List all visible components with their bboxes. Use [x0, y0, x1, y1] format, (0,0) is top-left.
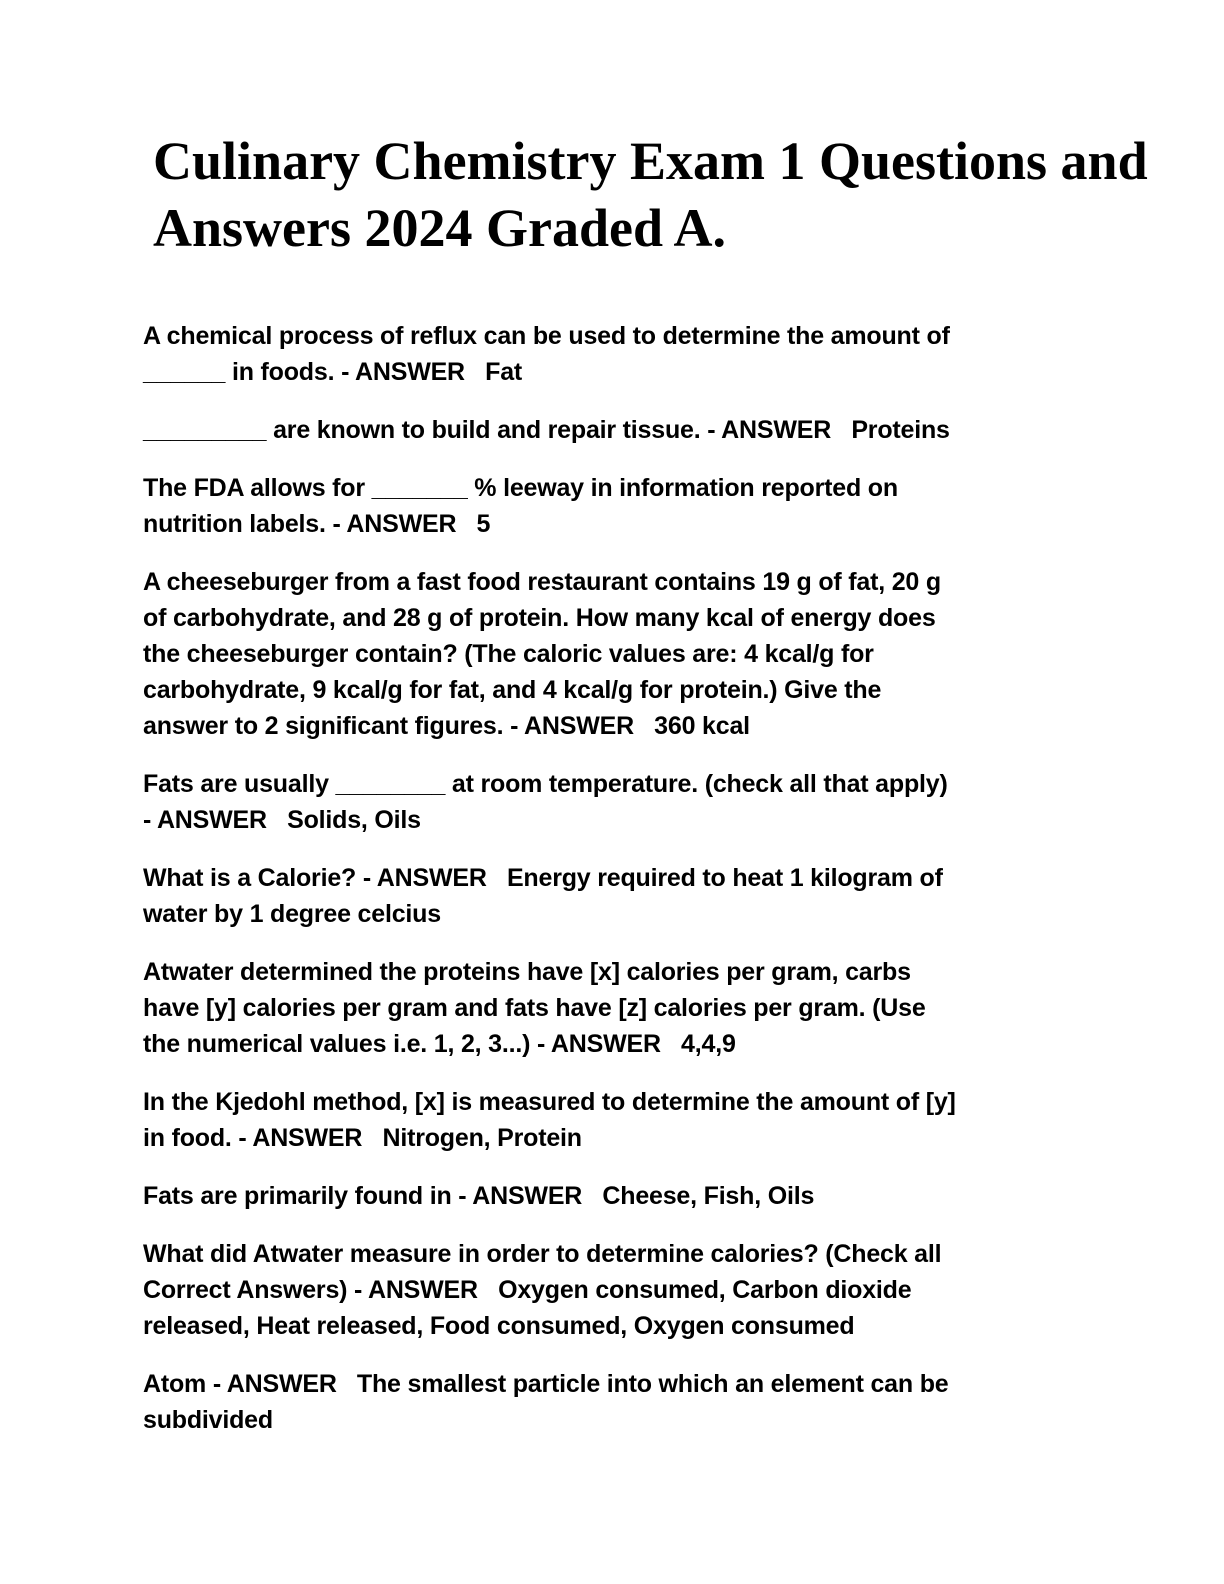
qa-line: answer to 2 significant figures. - ANSWER 360 kcal [143, 712, 750, 740]
qa-paragraph-11 [143, 1366, 1184, 1438]
qa-paragraph-9 [143, 1178, 1184, 1214]
qa-line: In the Kjedohl method, [x] is measured to determine the amount of [y] [143, 1088, 956, 1116]
qa-paragraph-4 [143, 564, 1184, 744]
document-title [143, 128, 1184, 262]
qa-line: - ANSWER Solids, Oils [143, 806, 421, 834]
qa-line: water by 1 degree celcius [143, 900, 441, 928]
qa-line: in food. - ANSWER Nitrogen, Protein [143, 1124, 582, 1152]
qa-line: ______ in foods. - ANSWER Fat [143, 358, 523, 386]
document-title-line-2: Answers 2024 Graded A. [153, 198, 727, 258]
qa-paragraph-6 [143, 860, 1184, 932]
qa-line: What did Atwater measure in order to determine calories? (Check all [143, 1240, 942, 1268]
qa-line: Atom - ANSWER The smallest particle into which an element can be [143, 1370, 949, 1398]
qa-line: nutrition labels. - ANSWER 5 [143, 510, 491, 538]
qa-line: have [y] calories per gram and fats have [z] calories per gram. (Use [143, 994, 926, 1022]
document-title-line-1: Culinary Chemistry Exam 1 Questions and [153, 131, 1148, 191]
qa-line: Atwater determined the proteins have [x] calories per gram, carbs [143, 958, 911, 986]
qa-paragraph-2 [143, 412, 1184, 448]
qa-line: Correct Answers) - ANSWER Oxygen consumed, Carbon dioxide [143, 1276, 912, 1304]
qa-line: Fats are usually ________ at room temperature. (check all that apply) [143, 770, 948, 798]
qa-section [143, 318, 1184, 1438]
qa-line: the cheeseburger contain? (The caloric values are: 4 kcal/g for [143, 640, 874, 668]
qa-paragraph-10 [143, 1236, 1184, 1344]
qa-line: The FDA allows for _______ % leeway in information reported on [143, 474, 898, 502]
qa-line: of carbohydrate, and 28 g of protein. How many kcal of energy does [143, 604, 936, 632]
qa-paragraph-7 [143, 954, 1184, 1062]
qa-paragraph-5 [143, 766, 1184, 838]
qa-line: released, Heat released, Food consumed, Oxygen consumed [143, 1312, 855, 1340]
qa-line: carbohydrate, 9 kcal/g for fat, and 4 kcal/g for protein.) Give the [143, 676, 882, 704]
qa-line: _________ are known to build and repair tissue. - ANSWER Proteins [143, 416, 950, 444]
qa-paragraph-8 [143, 1084, 1184, 1156]
qa-line: Fats are primarily found in - ANSWER Cheese, Fish, Oils [143, 1182, 815, 1210]
qa-line: the numerical values i.e. 1, 2, 3...) - ANSWER 4,4,9 [143, 1030, 736, 1058]
qa-line: A chemical process of reflux can be used to determine the amount of [143, 322, 950, 350]
qa-line: subdivided [143, 1406, 273, 1434]
qa-line: A cheeseburger from a fast food restaurant contains 19 g of fat, 20 g [143, 568, 941, 596]
qa-paragraph-3 [143, 470, 1184, 542]
qa-line: What is a Calorie? - ANSWER Energy required to heat 1 kilogram of [143, 864, 943, 892]
qa-paragraph-1 [143, 318, 1184, 390]
